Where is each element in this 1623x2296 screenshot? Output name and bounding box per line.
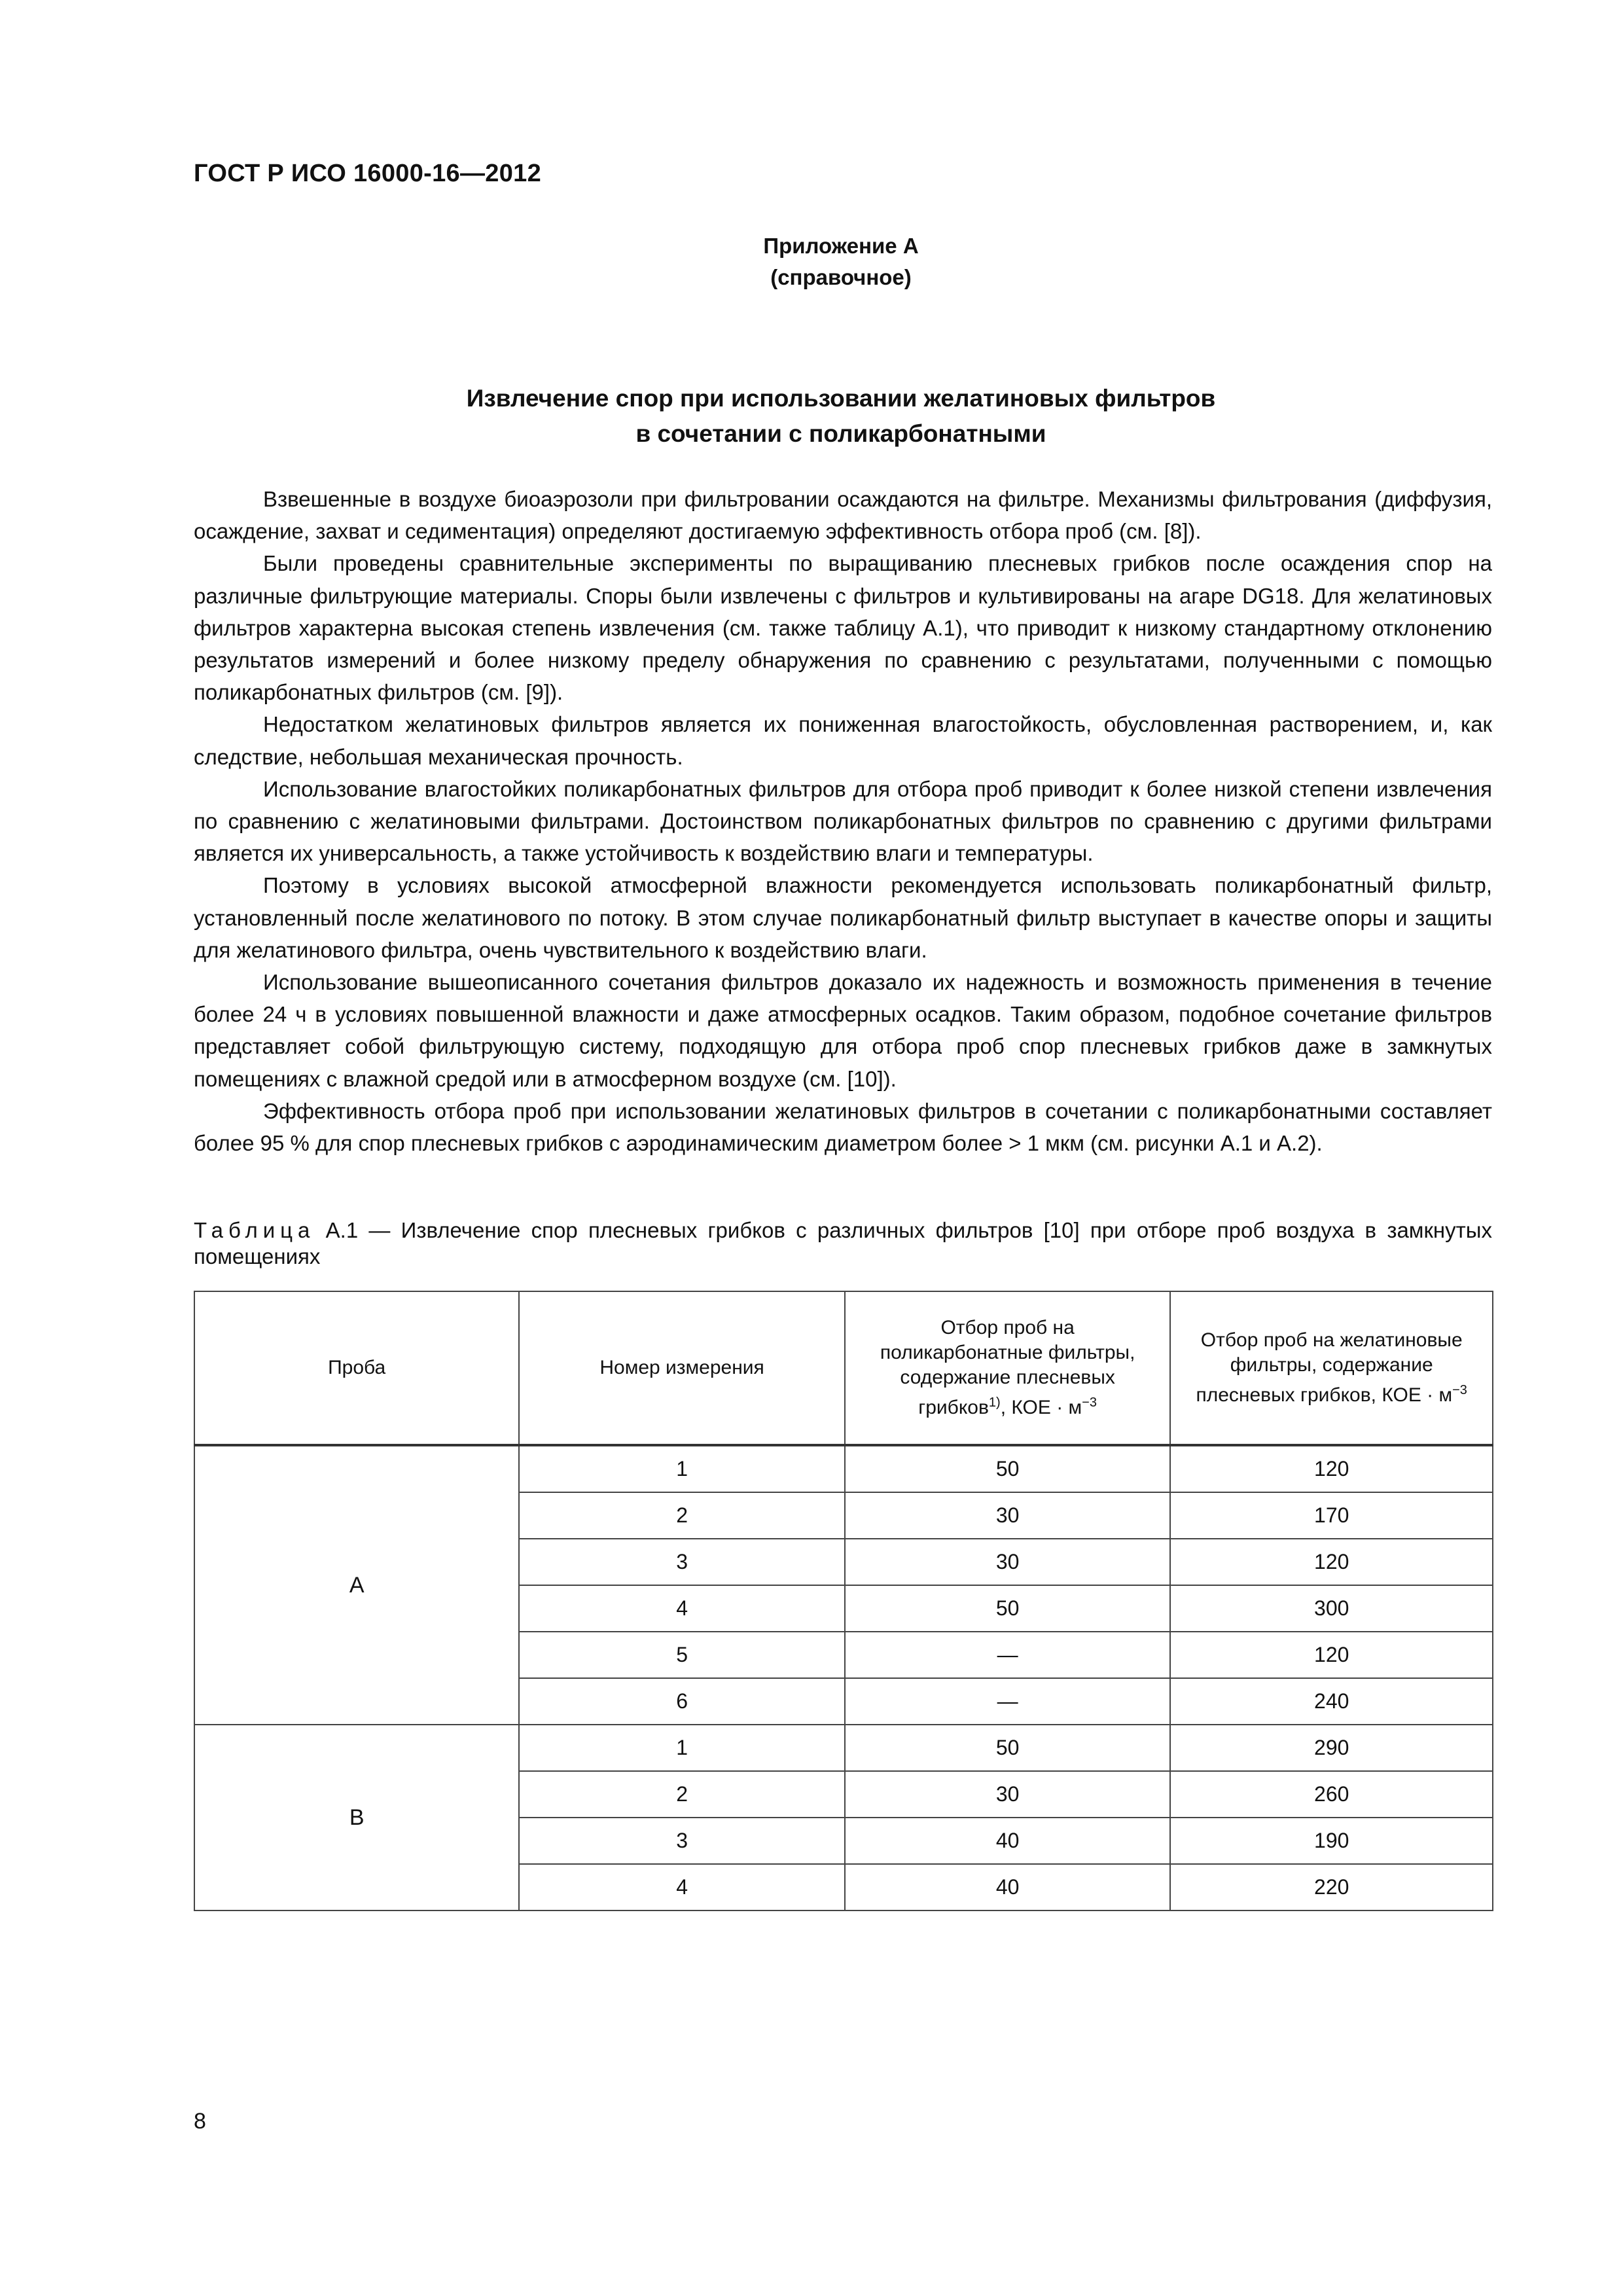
measurement-number-cell: 3 xyxy=(519,1539,844,1585)
sample-group-a: А xyxy=(194,1445,519,1725)
annex-heading xyxy=(0,230,1623,293)
header-sample: Проба xyxy=(194,1291,519,1445)
gelatin-value-cell: 300 xyxy=(1170,1585,1493,1632)
measurement-number-cell: 4 xyxy=(519,1864,844,1910)
table-caption xyxy=(194,1217,1492,1270)
measurement-number-cell: 1 xyxy=(519,1445,844,1492)
header-gelatin-line-3: плесневых грибков, КОЕ · м xyxy=(1196,1384,1453,1406)
header-gelatin-line-1: Отбор проб на желатиновые xyxy=(1200,1329,1463,1351)
paragraph: Использование вышеописанного сочетания фильтров доказало их надежность и возможность применения в течение более 24 ч в условиях повышенной влажности и даже атмосферных осадков. Таким образом, подобное сочетание фильтров представляет собой фильтрующую систему, подходящую для отбора проб спор плесневых грибков даже в замкнутых помещениях с влажной средой или в атмосферном воздухе (см. [10]). xyxy=(194,970,1492,1091)
table-row xyxy=(194,1445,1493,1492)
measurement-number-cell: 4 xyxy=(519,1585,844,1632)
spore-recovery-table xyxy=(194,1291,1493,1911)
header-gelatin-line-2: фильтры, содержание xyxy=(1230,1354,1433,1376)
measurement-number-cell: 6 xyxy=(519,1678,844,1725)
polycarbonate-value-cell: 30 xyxy=(845,1771,1171,1818)
annex-title xyxy=(0,381,1623,452)
polycarbonate-value-cell: 50 xyxy=(845,1725,1171,1771)
paragraph: Эффективность отбора проб при использовании желатиновых фильтров в сочетании с поликарбонатными составляет более 95 % для спор плесневых грибков с аэродинамическим диаметром более > 1 мкм (см. рисунки А.1 и А.2). xyxy=(194,1098,1492,1156)
paragraph: Использование влагостойких поликарбонатных фильтров для отбора проб приводит к более низкой степени извлечения по сравнению с желатиновыми фильтрами. Достоинством поликарбонатных фильтров по сравнению с другими фильтрами является их универсальность, а также устойчивость к воздействию влаги и температуры. xyxy=(194,776,1492,866)
page-number: 8 xyxy=(194,2109,206,2134)
table-caption-label: Таблица xyxy=(194,1218,315,1242)
annex-title-line-2: в сочетании с поликарбонатными xyxy=(635,420,1046,447)
annex-type: (справочное) xyxy=(770,265,912,289)
header-polycarbonate-unit: , КОЕ · м xyxy=(1000,1397,1082,1418)
gelatin-value-cell: 290 xyxy=(1170,1725,1493,1771)
header-polycarbonate-line-4: грибков xyxy=(918,1397,989,1418)
table-caption-text: А.1 — Извлечение спор плесневых грибков с различных фильтров [10] при отборе проб воздуха в замкнутых помещениях xyxy=(194,1218,1492,1268)
polycarbonate-value-cell: — xyxy=(845,1678,1171,1725)
table-header-row xyxy=(194,1291,1493,1445)
polycarbonate-value-cell: — xyxy=(845,1632,1171,1678)
polycarbonate-value-cell: 40 xyxy=(845,1818,1171,1864)
polycarbonate-value-cell: 40 xyxy=(845,1864,1171,1910)
header-polycarbonate-line-3: содержание плесневых xyxy=(900,1367,1115,1388)
annex-title-line-1: Извлечение спор при использовании желатиновых фильтров xyxy=(466,385,1216,412)
annex-label: Приложение А xyxy=(763,234,919,258)
gelatin-value-cell: 120 xyxy=(1170,1445,1493,1492)
header-polycarbonate-line-1: Отбор проб на xyxy=(940,1317,1075,1338)
gelatin-value-cell: 220 xyxy=(1170,1864,1493,1910)
header-measurement-number: Номер измерения xyxy=(519,1291,844,1445)
document-code-header: ГОСТ Р ИСО 16000-16—2012 xyxy=(194,160,542,187)
header-gelatin xyxy=(1170,1291,1493,1445)
paragraph: Недостатком желатиновых фильтров является их пониженная влагостойкость, обусловленная растворением, и, как следствие, небольшая механическая прочность. xyxy=(194,712,1492,769)
gelatin-value-cell: 190 xyxy=(1170,1818,1493,1864)
body-text xyxy=(194,483,1492,1159)
polycarbonate-value-cell: 30 xyxy=(845,1539,1171,1585)
gelatin-value-cell: 120 xyxy=(1170,1632,1493,1678)
paragraph: Поэтому в условиях высокой атмосферной влажности рекомендуется использовать поликарбонатный фильтр, установленный после желатинового по потоку. В этом случае поликарбонатный фильтр выступает в качестве опоры и защиты для желатинового фильтра, очень чувствительного к воздействию влаги. xyxy=(194,873,1492,962)
gelatin-value-cell: 170 xyxy=(1170,1492,1493,1539)
sample-group-b: В xyxy=(194,1725,519,1910)
measurement-number-cell: 2 xyxy=(519,1771,844,1818)
measurement-number-cell: 1 xyxy=(519,1725,844,1771)
polycarbonate-value-cell: 50 xyxy=(845,1445,1171,1492)
polycarbonate-value-cell: 30 xyxy=(845,1492,1171,1539)
paragraph: Были проведены сравнительные эксперименты по выращиванию плесневых грибков после осаждения спор на различные фильтрующие материалы. Споры были извлечены с фильтров и культивированы на агаре DG18. Для желатиновых фильтров характерна высокая степень извлечения (см. также таблицу А.1), что приводит к низкому стандартному отклонению результатов измерений и более низкому пределу обнаружения по сравнению с результатами, полученными с помощью поликарбонатных фильтров (см. [9]). xyxy=(194,551,1492,705)
footnote-marker: 1) xyxy=(988,1395,1001,1410)
paragraph: Взвешенные в воздухе биоаэрозоли при фильтровании осаждаются на фильтре. Механизмы фильтрования (диффузия, осаждение, захват и седиментация) определяют достигаемую эффективность отбора проб (см. [8]). xyxy=(194,487,1492,544)
measurement-number-cell: 5 xyxy=(519,1632,844,1678)
header-polycarbonate xyxy=(845,1291,1171,1445)
header-polycarbonate-line-2: поликарбонатные фильтры, xyxy=(880,1342,1135,1363)
unit-exponent: −3 xyxy=(1452,1383,1467,1397)
gelatin-value-cell: 260 xyxy=(1170,1771,1493,1818)
gelatin-value-cell: 120 xyxy=(1170,1539,1493,1585)
measurement-number-cell: 3 xyxy=(519,1818,844,1864)
gelatin-value-cell: 240 xyxy=(1170,1678,1493,1725)
unit-exponent: −3 xyxy=(1082,1395,1097,1410)
measurement-number-cell: 2 xyxy=(519,1492,844,1539)
polycarbonate-value-cell: 50 xyxy=(845,1585,1171,1632)
table-row xyxy=(194,1725,1493,1771)
